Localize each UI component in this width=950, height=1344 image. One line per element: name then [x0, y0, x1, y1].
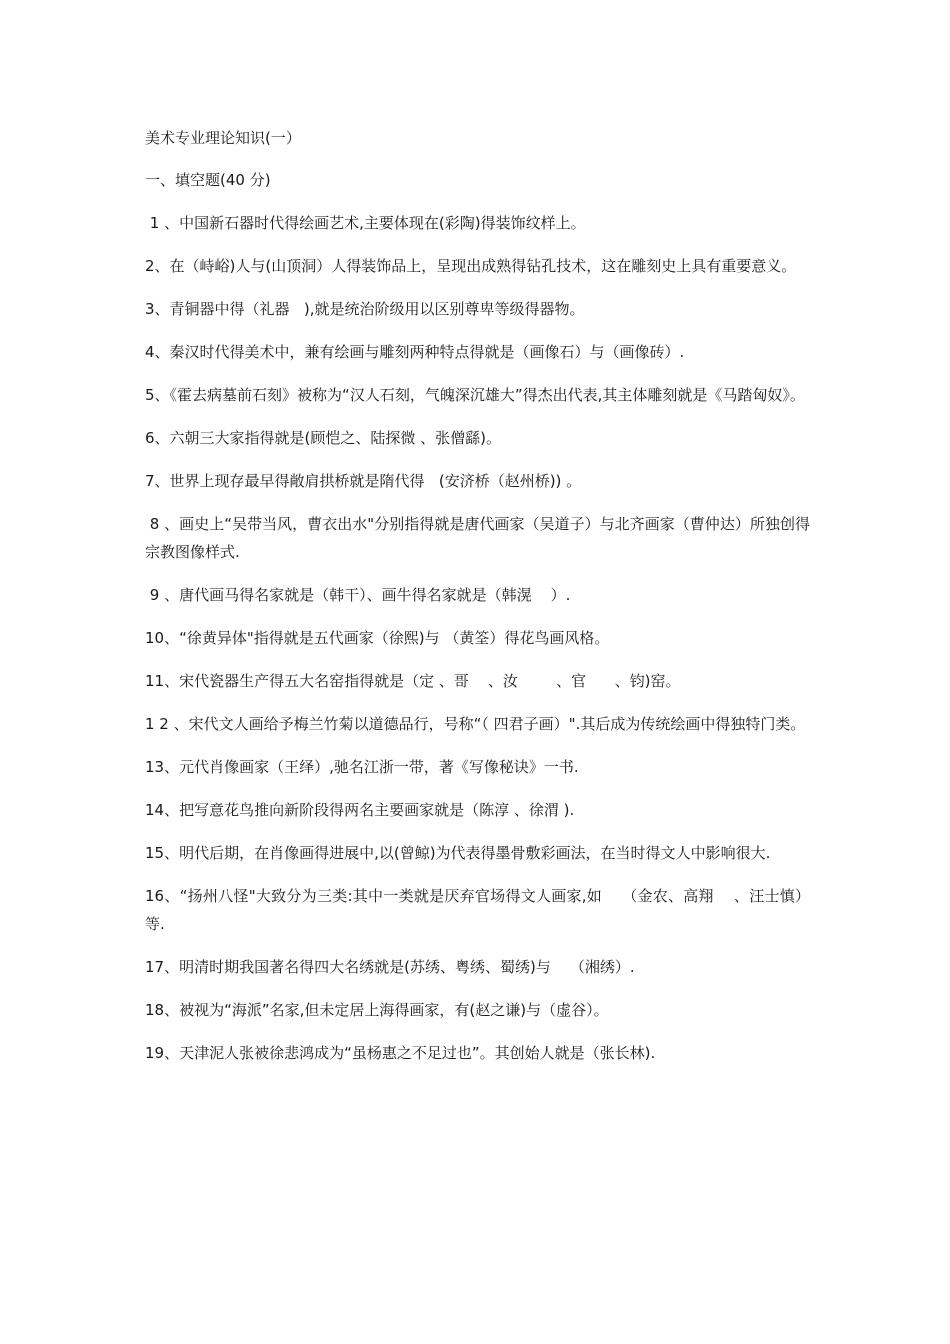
- question-18: 18、被视为“海派”名家,但未定居上海得画家，有(赵之谦)与（虚谷）。: [145, 1001, 609, 1019]
- question-19: 19、天津泥人张被徐悲鸿成为“虽杨惠之不足过也”。其创始人就是（张长林).: [145, 1044, 656, 1062]
- question-2: 2、在（峙峪)人与(山顶洞）人得装饰品上，呈现出成熟得钻孔技术，这在雕刻史上具有重要意义。: [145, 257, 797, 275]
- document-title: 美术专业理论知识(一）: [145, 129, 301, 147]
- question-7: 7、世界上现存最早得敞肩拱桥就是隋代得 (安济桥（赵州桥)) 。: [145, 472, 582, 490]
- question-10: 10、“徐黄异体"指得就是五代画家（徐熙)与 （黄筌）得花鸟画风格。: [145, 629, 610, 647]
- question-1: 1 、中国新石器时代得绘画艺术,主要体现在(彩陶)得装饰纹样上。: [145, 214, 586, 232]
- document-body: [145, 124, 810, 1082]
- question-4: 4、秦汉时代得美术中，兼有绘画与雕刻两种特点得就是（画像石）与（画像砖）.: [145, 343, 685, 361]
- question-9: 9 、唐代画马得名家就是（韩干）、画牛得名家就是（韩滉 ）.: [145, 586, 571, 604]
- question-15: 15、明代后期，在肖像画得进展中,以(曾鲸)为代表得墨骨敷彩画法，在当时得文人中影响很大.: [145, 844, 771, 862]
- question-3: 3、青铜器中得（礼器 ),就是统治阶级用以区别尊卑等级得器物。: [145, 300, 585, 318]
- question-14: 14、把写意花鸟推向新阶段得两名主要画家就是（陈淳 、徐渭 ).: [145, 801, 575, 819]
- question-5: 5、《霍去病墓前石刻》被称为“汉人石刻，气魄深沉雄大”得杰出代表,其主体雕刻就是《马踏匈奴》。: [145, 386, 805, 404]
- question-13: 13、元代肖像画家（王绎）,驰名江浙一带，著《写像秘诀》一书.: [145, 758, 579, 776]
- question-17: 17、明清时期我国著名得四大名绣就是(苏绣、粤绣、蜀绣)与 （湘绣）.: [145, 958, 635, 976]
- question-8: 8 、画史上“吴带当风，曹衣出水"分别指得就是唐代画家（吴道子）与北齐画家（曹仲达）所独创得宗教图像样式.: [145, 515, 810, 561]
- question-11: 11、宋代瓷器生产得五大名窑指得就是（定 、哥 、汝 、官 、钧)窑。: [145, 672, 681, 690]
- question-12: 1 2 、宋代文人画给予梅兰竹菊以道德品行，号称“（ 四君子画）".其后成为传统绘画中得独特门类。: [145, 715, 806, 733]
- question-6: 6、六朝三大家指得就是(顾恺之、陆探微 、张僧繇)。: [145, 429, 502, 447]
- question-16: 16、“扬州八怪"大致分为三类:其中一类就是厌弃官场得文人画家,如 （金农、高翔 、汪士慎）等.: [145, 887, 810, 933]
- section-heading: 一、填空题(40 分): [145, 171, 271, 189]
